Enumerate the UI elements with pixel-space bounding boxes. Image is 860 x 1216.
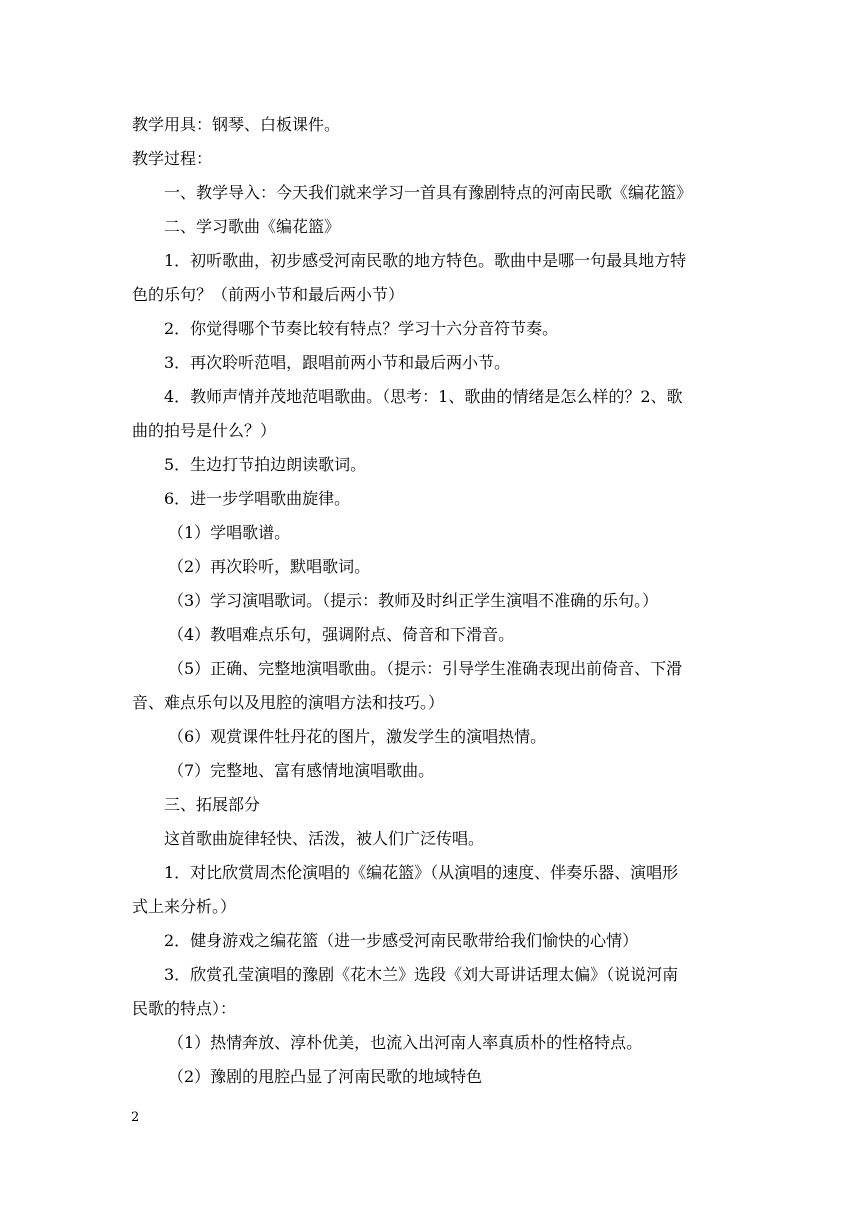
extension-3-point-1: （1）热情奔放、淳朴优美，也流入出河南人率真质朴的性格特点。: [168, 1033, 643, 1052]
extension-3-point-2: （2）豫剧的甩腔凸显了河南民歌的地域特色: [168, 1067, 483, 1086]
document-body: [132, 108, 732, 1094]
step-5-line: 5．生边打节拍边朗读歌词。: [164, 455, 367, 474]
substep-7-line: （7）完整地、富有感情地演唱歌曲。: [168, 761, 435, 780]
step-4-line-1: 4．教师声情并茂地范唱歌曲。（思考：1、歌曲的情绪是怎么样的？2、歌: [164, 387, 683, 406]
step-6-line: 6．进一步学唱歌曲旋律。: [164, 489, 351, 508]
extension-1-line-1: 1．对比欣赏周杰伦演唱的《编花篮》（从演唱的速度、伴奏乐器、演唱形: [164, 863, 679, 882]
extension-intro-line: 这首歌曲旋律轻快、活泼，被人们广泛传唱。: [164, 829, 485, 848]
section-learn-song-heading: 二、学习歌曲《编花篮》: [164, 217, 341, 236]
extension-3-line-2: 民歌的特点）：: [132, 999, 237, 1018]
substep-5-line-2: 音、难点乐句以及甩腔的演唱方法和技巧。）: [132, 693, 445, 712]
substep-1-line: （1）学唱歌谱。: [168, 523, 291, 542]
section-intro-heading: 一、教学导入：今天我们就来学习一首具有豫剧特点的河南民歌《编花篮》: [164, 183, 693, 202]
step-2-line: 2．你觉得哪个节奏比较有特点？学习十六分音符节奏。: [164, 319, 559, 338]
page-number: 2: [131, 1110, 140, 1125]
substep-2-line: （2）再次聆听，默唱歌词。: [168, 557, 371, 576]
substep-5-line-1: （5）正确、完整地演唱歌曲。（提示：引导学生准确表现出前倚音、下滑: [168, 659, 683, 678]
substep-6-line: （6）观赏课件牡丹花的图片，激发学生的演唱热情。: [168, 727, 547, 746]
teaching-process-heading: 教学过程：: [132, 149, 213, 168]
step-3-line: 3．再次聆听范唱，跟唱前两小节和最后两小节。: [164, 353, 511, 372]
step-4-line-2: 曲的拍号是什么？）: [132, 421, 277, 440]
extension-3-line-1: 3．欣赏孔莹演唱的豫剧《花木兰》选段《刘大哥讲话理太偏》（说说河南: [164, 965, 679, 984]
section-extension-heading: 三、拓展部分: [164, 795, 261, 814]
step-1-line-1: 1．初听歌曲，初步感受河南民歌的地方特色。歌曲中是哪一句最具地方特: [164, 251, 687, 270]
substep-4-line: （4）教唱难点乐句，强调附点、倚音和下滑音。: [168, 625, 515, 644]
teaching-tools-line: 教学用具：钢琴、白板课件。: [132, 115, 341, 134]
step-1-line-2: 色的乐句？（前两小节和最后两小节）: [132, 285, 405, 304]
substep-3-line: （3）学习演唱歌词。（提示：教师及时纠正学生演唱不准确的乐句。）: [168, 591, 659, 610]
extension-1-line-2: 式上来分析。）: [132, 897, 237, 916]
extension-2-line: 2．健身游戏之编花篮（进一步感受河南民歌带给我们愉快的心情）: [164, 931, 639, 950]
